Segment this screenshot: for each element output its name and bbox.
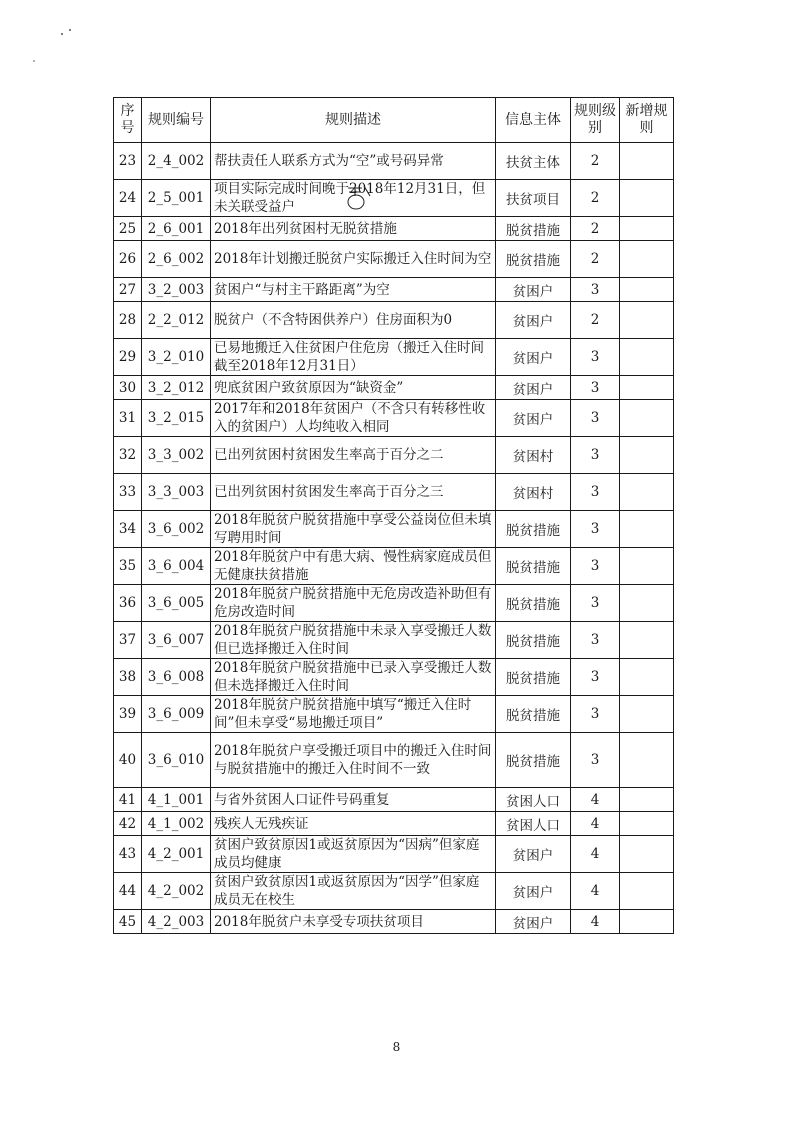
code-cell: 2_6_002 (142, 241, 211, 278)
subject-cell: 贫困村 (496, 437, 571, 474)
description-cell: 2018年脱贫户中有患大病、慢性病家庭成员但无健康扶贫措施 (211, 548, 496, 585)
new-rule-cell (620, 376, 674, 400)
description-cell: 已出列贫困村贫困发生率高于百分之三 (211, 474, 496, 511)
seq-cell: 38 (114, 659, 142, 696)
new-rule-cell (620, 696, 674, 733)
new-rule-cell (620, 143, 674, 180)
new-rule-cell (620, 836, 674, 873)
description-cell: 脱贫户（不含特困供养户）住房面积为0 (211, 302, 496, 339)
code-cell: 3_3_003 (142, 474, 211, 511)
description-cell: 贫困户致贫原因1或返贫原因为“因病”但家庭成员均健康 (211, 836, 496, 873)
scan-specks (0, 0, 80, 80)
subject-cell: 脱贫措施 (496, 585, 571, 622)
new-rule-cell (620, 180, 674, 217)
new-rule-cell (620, 302, 674, 339)
table-row (114, 585, 674, 622)
table-row (114, 474, 674, 511)
table-row (114, 217, 674, 241)
new-rule-cell (620, 733, 674, 788)
subject-cell: 贫困户 (496, 278, 571, 302)
seq-cell: 26 (114, 241, 142, 278)
level-cell: 2 (571, 217, 620, 241)
table-body (114, 143, 674, 934)
seq-cell: 43 (114, 836, 142, 873)
code-cell: 3_2_003 (142, 278, 211, 302)
new-rule-cell (620, 585, 674, 622)
new-rule-cell (620, 241, 674, 278)
table-row (114, 180, 674, 217)
table-row (114, 241, 674, 278)
seq-cell: 29 (114, 339, 142, 376)
header-level: 规则级别 (571, 98, 620, 143)
description-cell: 残疾人无残疾证 (211, 812, 496, 836)
seq-cell: 35 (114, 548, 142, 585)
seq-cell: 28 (114, 302, 142, 339)
seq-cell: 45 (114, 910, 142, 934)
description-cell: 项目实际完成时间晚于2018年12月31日，但未关联受益户 (211, 180, 496, 217)
new-rule-cell (620, 400, 674, 437)
seq-cell: 23 (114, 143, 142, 180)
description-cell: 2018年脱贫户未享受专项扶贫项目 (211, 910, 496, 934)
code-cell: 4_1_001 (142, 788, 211, 812)
code-cell: 3_6_008 (142, 659, 211, 696)
subject-cell: 脱贫措施 (496, 241, 571, 278)
seq-cell: 39 (114, 696, 142, 733)
table-row (114, 659, 674, 696)
code-cell: 2_5_001 (142, 180, 211, 217)
level-cell: 2 (571, 180, 620, 217)
subject-cell: 脱贫措施 (496, 217, 571, 241)
subject-cell: 脱贫措施 (496, 659, 571, 696)
code-cell: 3_6_010 (142, 733, 211, 788)
code-cell: 3_2_012 (142, 376, 211, 400)
seq-cell: 32 (114, 437, 142, 474)
subject-cell: 扶贫主体 (496, 143, 571, 180)
description-cell: 帮扶责任人联系方式为“空”或号码异常 (211, 143, 496, 180)
description-cell: 贫困户致贫原因1或返贫原因为“因学”但家庭成员无在校生 (211, 873, 496, 910)
subject-cell: 贫困村 (496, 474, 571, 511)
new-rule-cell (620, 217, 674, 241)
table-row (114, 376, 674, 400)
new-rule-cell (620, 278, 674, 302)
description-cell: 2017年和2018年贫困户（不含只有转移性收入的贫困户）人均纯收入相同 (211, 400, 496, 437)
table-row (114, 278, 674, 302)
subject-cell: 贫困户 (496, 836, 571, 873)
level-cell: 3 (571, 339, 620, 376)
level-cell: 3 (571, 622, 620, 659)
header-subject: 信息主体 (496, 98, 571, 143)
level-cell: 3 (571, 733, 620, 788)
seq-cell: 42 (114, 812, 142, 836)
table-row (114, 511, 674, 548)
level-cell: 3 (571, 696, 620, 733)
subject-cell: 贫困人口 (496, 812, 571, 836)
level-cell: 3 (571, 278, 620, 302)
header-new: 新增规则 (620, 98, 674, 143)
new-rule-cell (620, 511, 674, 548)
code-cell: 3_2_010 (142, 339, 211, 376)
table-row (114, 788, 674, 812)
code-cell: 3_6_005 (142, 585, 211, 622)
new-rule-cell (620, 910, 674, 934)
subject-cell: 贫困户 (496, 400, 571, 437)
level-cell: 2 (571, 143, 620, 180)
seq-cell: 30 (114, 376, 142, 400)
code-cell: 3_3_002 (142, 437, 211, 474)
level-cell: 3 (571, 474, 620, 511)
new-rule-cell (620, 788, 674, 812)
subject-cell: 扶贫项目 (496, 180, 571, 217)
description-cell: 与省外贫困人口证件号码重复 (211, 788, 496, 812)
new-rule-cell (620, 812, 674, 836)
description-cell: 2018年脱贫户脱贫措施中无危房改造补助但有危房改造时间 (211, 585, 496, 622)
level-cell: 4 (571, 910, 620, 934)
table-row (114, 910, 674, 934)
code-cell: 2_2_012 (142, 302, 211, 339)
table-row (114, 437, 674, 474)
code-cell: 3_6_004 (142, 548, 211, 585)
description-cell: 已易地搬迁入住贫困户住危房（搬迁入住时间截至2018年12月31日） (211, 339, 496, 376)
level-cell: 3 (571, 548, 620, 585)
description-cell: 2018年脱贫户脱贫措施中填写“搬迁入住时间”但未享受“易地搬迁项目” (211, 696, 496, 733)
table-row (114, 873, 674, 910)
table-row (114, 548, 674, 585)
description-cell: 2018年计划搬迁脱贫户实际搬迁入住时间为空 (211, 241, 496, 278)
table-row (114, 143, 674, 180)
code-cell: 2_6_001 (142, 217, 211, 241)
table-row (114, 812, 674, 836)
page-number: 8 (392, 1040, 401, 1054)
header-code: 规则编号 (142, 98, 211, 143)
new-rule-cell (620, 873, 674, 910)
seq-cell: 27 (114, 278, 142, 302)
subject-cell: 脱贫措施 (496, 733, 571, 788)
seq-cell: 34 (114, 511, 142, 548)
level-cell: 3 (571, 511, 620, 548)
code-cell: 4_2_001 (142, 836, 211, 873)
level-cell: 3 (571, 585, 620, 622)
level-cell: 3 (571, 400, 620, 437)
seq-cell: 44 (114, 873, 142, 910)
level-cell: 4 (571, 836, 620, 873)
description-cell: 2018年脱贫户脱贫措施中享受公益岗位但未填写聘用时间 (211, 511, 496, 548)
description-cell: 2018年脱贫户脱贫措施中已录入享受搬迁人数但未选择搬迁入住时间 (211, 659, 496, 696)
code-cell: 4_2_003 (142, 910, 211, 934)
seq-cell: 31 (114, 400, 142, 437)
description-cell: 2018年脱贫户享受搬迁项目中的搬迁入住时间与脱贫措施中的搬迁入住时间不一致 (211, 733, 496, 788)
seq-cell: 37 (114, 622, 142, 659)
handwritten-correction (340, 184, 380, 214)
subject-cell: 贫困人口 (496, 788, 571, 812)
header-seq: 序号 (114, 98, 142, 143)
new-rule-cell (620, 339, 674, 376)
table-row (114, 696, 674, 733)
subject-cell: 贫困户 (496, 302, 571, 339)
seq-cell: 25 (114, 217, 142, 241)
level-cell: 3 (571, 376, 620, 400)
table-row (114, 622, 674, 659)
level-cell: 4 (571, 812, 620, 836)
level-cell: 2 (571, 241, 620, 278)
new-rule-cell (620, 548, 674, 585)
description-cell: 兜底贫困户致贫原因为“缺资金” (211, 376, 496, 400)
table-row (114, 339, 674, 376)
subject-cell: 贫困户 (496, 910, 571, 934)
level-cell: 4 (571, 788, 620, 812)
description-cell: 2018年脱贫户脱贫措施中未录入享受搬迁人数但已选择搬迁入住时间 (211, 622, 496, 659)
table-row (114, 302, 674, 339)
subject-cell: 脱贫措施 (496, 511, 571, 548)
subject-cell: 贫困户 (496, 339, 571, 376)
level-cell: 3 (571, 659, 620, 696)
table-row (114, 836, 674, 873)
level-cell: 2 (571, 302, 620, 339)
seq-cell: 41 (114, 788, 142, 812)
code-cell: 4_1_002 (142, 812, 211, 836)
subject-cell: 脱贫措施 (496, 696, 571, 733)
code-cell: 4_2_002 (142, 873, 211, 910)
seq-cell: 24 (114, 180, 142, 217)
seq-cell: 36 (114, 585, 142, 622)
code-cell: 2_4_002 (142, 143, 211, 180)
new-rule-cell (620, 437, 674, 474)
subject-cell: 脱贫措施 (496, 548, 571, 585)
code-cell: 3_6_007 (142, 622, 211, 659)
level-cell: 3 (571, 437, 620, 474)
subject-cell: 脱贫措施 (496, 622, 571, 659)
code-cell: 3_6_002 (142, 511, 211, 548)
subject-cell: 贫困户 (496, 873, 571, 910)
new-rule-cell (620, 659, 674, 696)
seq-cell: 40 (114, 733, 142, 788)
description-cell: 已出列贫困村贫困发生率高于百分之二 (211, 437, 496, 474)
new-rule-cell (620, 474, 674, 511)
description-cell: 贫困户“与村主干路距离”为空 (211, 278, 496, 302)
table-header-row (114, 98, 674, 143)
rules-table (113, 97, 674, 934)
new-rule-cell (620, 622, 674, 659)
header-desc: 规则描述 (211, 98, 496, 143)
description-cell: 2018年出列贫困村无脱贫措施 (211, 217, 496, 241)
code-cell: 3_6_009 (142, 696, 211, 733)
level-cell: 4 (571, 873, 620, 910)
table-row (114, 400, 674, 437)
code-cell: 3_2_015 (142, 400, 211, 437)
table-row (114, 733, 674, 788)
seq-cell: 33 (114, 474, 142, 511)
subject-cell: 贫困户 (496, 376, 571, 400)
